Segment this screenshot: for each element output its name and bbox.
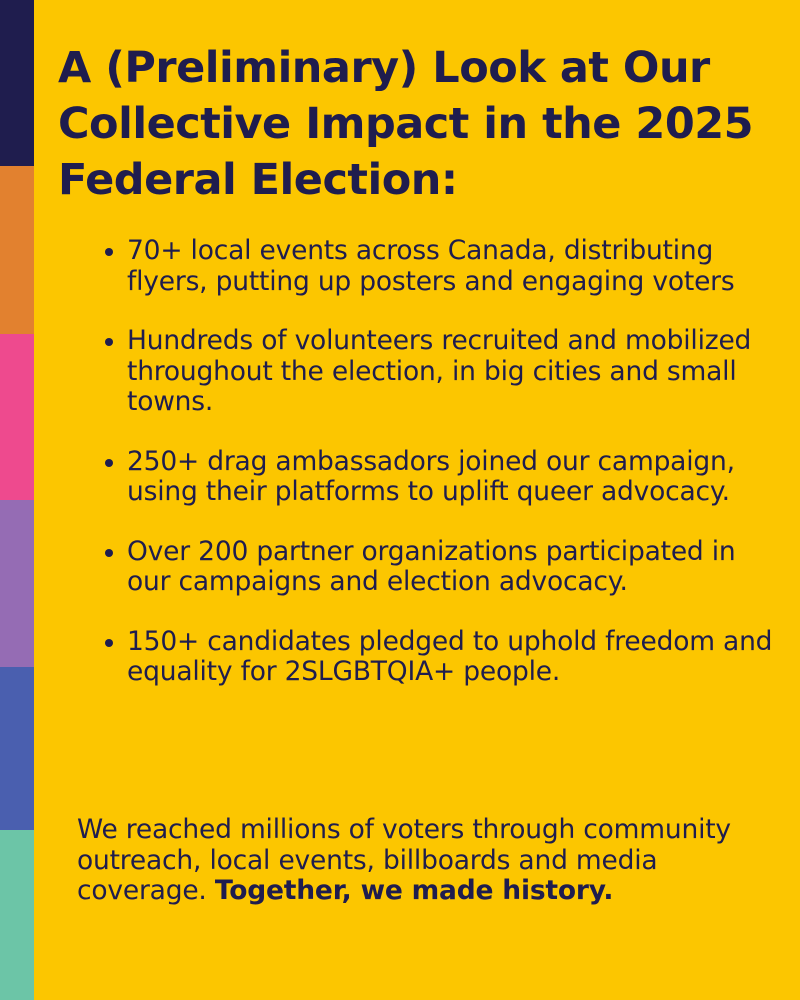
page-title: A (Preliminary) Look at Our Collective Impact in the 2025 Federal Election: [58, 43, 754, 205]
bullet-dot-icon [105, 248, 113, 256]
stripe-purple [0, 500, 34, 667]
stripe-orange [0, 166, 34, 334]
list-item [96, 447, 786, 508]
stripe-pink [0, 334, 34, 500]
list-item [96, 627, 786, 688]
stripe-blue [0, 667, 34, 830]
stripe-navy [0, 0, 34, 166]
list-item-text: 250+ drag ambassadors joined our campaign, using their platforms to uplift queer advocacy. [127, 445, 735, 507]
list-item [96, 326, 786, 418]
closing-emphasis: Together, we made history. [214, 875, 614, 906]
bullet-dot-icon [105, 549, 113, 557]
bullet-dot-icon [105, 338, 113, 346]
list-item-text: Hundreds of volunteers recruited and mobilized throughout the election, in big cities and small towns. [127, 325, 752, 417]
list-item [96, 236, 786, 297]
bullet-dot-icon [105, 639, 113, 647]
list-item-text: 150+ candidates pledged to uphold freedom and equality for 2SLGBTQIA+ people. [127, 625, 773, 687]
list-item-text: 70+ local events across Canada, distributing flyers, putting up posters and engaging voters [127, 235, 735, 297]
list-item-text: Over 200 partner organizations participated in our campaigns and election advocacy. [127, 535, 736, 597]
list-item [96, 537, 786, 598]
bullet-dot-icon [105, 459, 113, 467]
closing-text: We reached millions of voters through community outreach, local events, billboards and media coverage. [77, 814, 731, 906]
stripe-teal [0, 830, 34, 1000]
closing-paragraph [77, 815, 787, 907]
impact-list [96, 236, 786, 717]
color-stripe-bar [0, 0, 34, 1000]
